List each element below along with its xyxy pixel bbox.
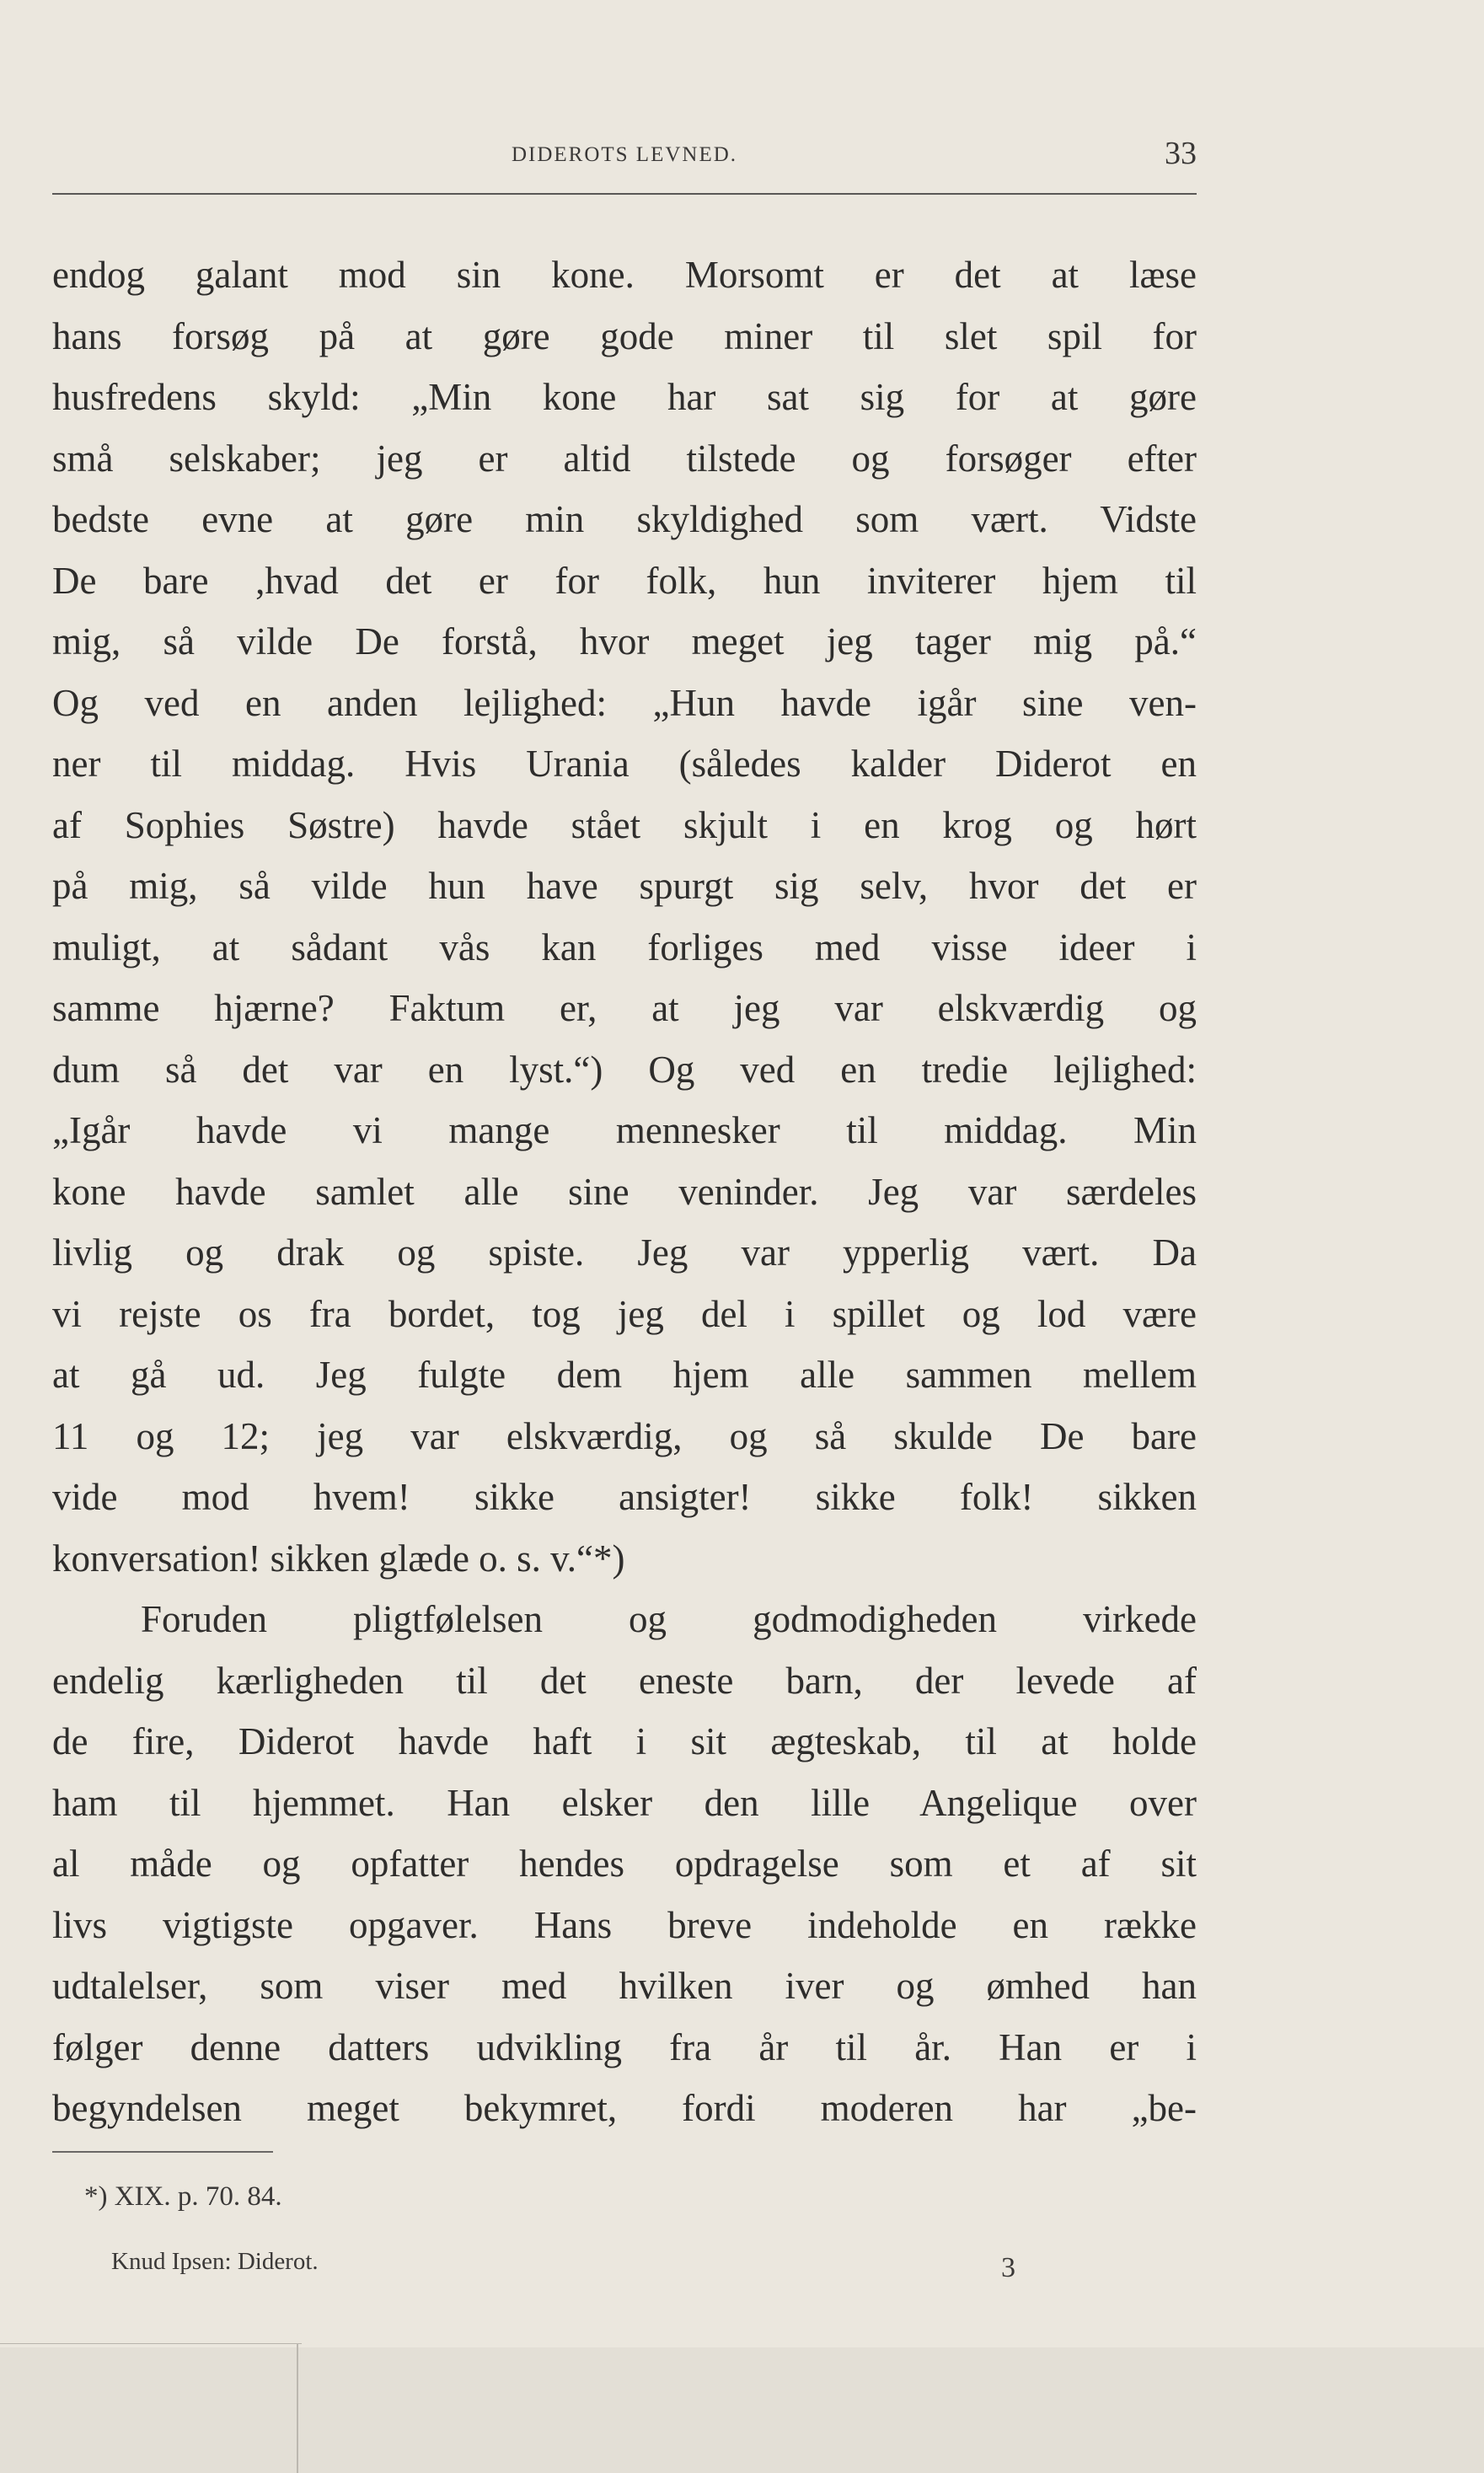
text-line: mig, så vilde De forstå, hvor meget jeg tager mig på.“ [52,620,1197,663]
text-line: ham til hjemmet. Han elsker den lille Angelique over [52,1781,1197,1824]
text-line: kone havde samlet alle sine veninder. Jeg var særdeles [52,1170,1197,1213]
text-line: Og ved en anden lejlighed: „Hun havde igår sine ven- [52,681,1197,724]
text-line: 11 og 12; jeg var elskværdig, og så skulde De bare [52,1414,1197,1457]
page-edge-line [0,2343,302,2344]
text-line: samme hjærne? Faktum er, at jeg var elskværdig og [52,987,1197,1029]
text-line: endog galant mod sin kone. Morsomt er det at læse [52,254,1197,296]
printer-signature: Knud Ipsen: Diderot. [111,2248,319,2275]
footnote-rule [52,2151,273,2153]
text-line: „Igår havde vi mange mennesker til middag. Min [52,1109,1197,1151]
text-line: husfredens skyld: „Min kone har sat sig for at gøre [52,376,1197,418]
text-line: udtalelser, som viser med hvilken iver og ømhed han [52,1965,1197,2007]
signature-number: 3 [1001,2252,1015,2283]
footnote: *) XIX. p. 70. 84. [84,2181,282,2212]
text-line: konversation! sikken glæde o. s. v.“*) [52,1537,625,1580]
text-line: af Sophies Søstre) havde stået skjult i en krog og hørt [52,803,1197,846]
text-line: endelig kærligheden til det eneste barn, der levede af [52,1659,1197,1702]
body-text [52,244,1197,2139]
text-line: de fire, Diderot havde haft i sit ægteskab, til at holde [52,1720,1197,1762]
header-rule [52,193,1197,195]
text-line: dum så det var en lyst.“) Og ved en tredie lejlighed: [52,1048,1197,1091]
text-line: begyndelsen meget bekymret, fordi moderen har „be- [52,2087,1197,2129]
text-line: livs vigtigste opgaver. Hans breve indeholde en række [52,1903,1197,1946]
text-line: De bare ,hvad det er for folk, hun inviterer hjem til [52,559,1197,602]
page-edge-mark [297,2343,298,2473]
text-line: små selskaber; jeg er altid tilstede og forsøger efter [52,437,1197,480]
text-line: på mig, så vilde hun have spurgt sig selv, hvor det er [52,865,1197,907]
text-line: bedste evne at gøre min skyldighed som vært. Vidste [52,498,1197,540]
text-line: vi rejste os fra bordet, tog jeg del i spillet og lod være [52,1292,1197,1335]
text-line: Foruden pligtfølelsen og godmodigheden virkede [141,1598,1197,1640]
text-line: hans forsøg på at gøre gode miner til slet spil for [52,314,1197,357]
text-line: at gå ud. Jeg fulgte dem hjem alle sammen mellem [52,1354,1197,1396]
text-line: ner til middag. Hvis Urania (således kalder Diderot en [52,743,1197,785]
text-line: følger denne datters udvikling fra år til år. Han er i [52,2025,1197,2068]
text-line: livlig og drak og spiste. Jeg var ypperlig vært. Da [52,1231,1197,1274]
running-head [52,135,1197,177]
running-title: DIDEROTS LEVNED. [511,143,738,166]
page-number: 33 [1165,136,1197,171]
text-line: vide mod hvem! sikke ansigter! sikke folk! sikken [52,1476,1197,1518]
text-line: al måde og opfatter hendes opdragelse som et af sit [52,1843,1197,1885]
text-line: muligt, at sådant vås kan forliges med visse ideer i [52,925,1197,968]
page-bottom-margin [0,2347,1484,2473]
